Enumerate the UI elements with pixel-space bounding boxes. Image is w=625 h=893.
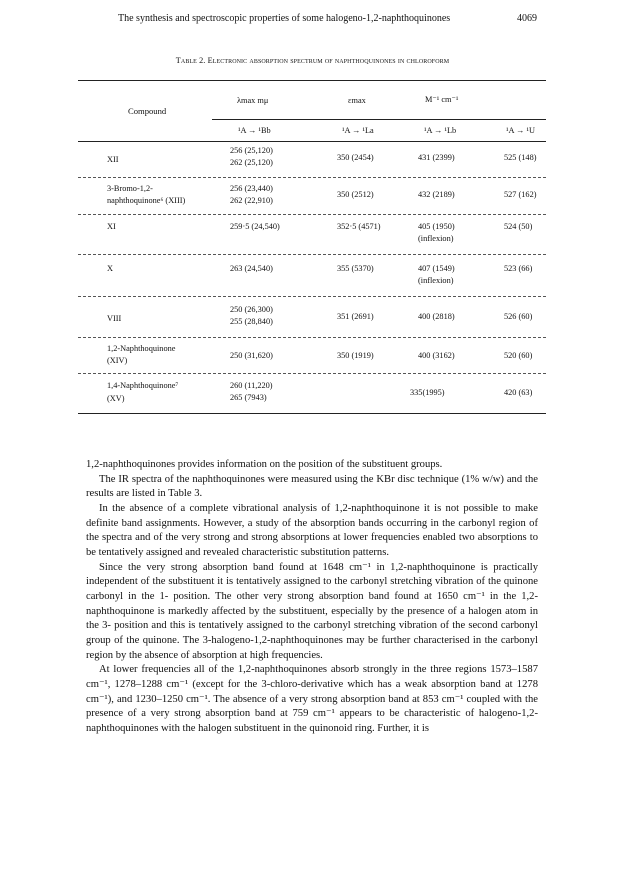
paragraph: In the absence of a complete vibrational analysis of 1,2-naphthoquinone it is not possible to make definite band assignments. However, a study of the absorption bands occurring in the carbonyl region of the spectra and of the very strong and strong absorptions at lower frequencies enabled two absorptions to be tentatively assigned and revealed characteristic substitution patterns. <box>86 502 538 558</box>
table-cell-band-lb: 432 (2189) <box>418 190 455 199</box>
table-cell-band-lb: 335(1995) <box>410 388 445 397</box>
table-cell-lambda: 262 (25,120) <box>230 158 273 167</box>
table-cell-band-la: 352·5 (4571) <box>337 222 381 231</box>
column-header-units: M⁻¹ cm⁻¹ <box>425 95 459 104</box>
column-header-compound: Compound <box>128 106 167 116</box>
transition-header-4: ¹A → ¹U <box>506 126 535 135</box>
table-cell-band-la: 350 (2454) <box>337 153 374 162</box>
table-top-rule <box>78 80 546 81</box>
body-text <box>86 458 538 736</box>
table-cell-band-lb: 407 (1549) <box>418 264 455 273</box>
table-cell-compound: XII <box>107 155 119 164</box>
table-cell-lambda: 260 (11,220) <box>230 381 273 390</box>
table-cell-compound: (XV) <box>107 394 125 403</box>
column-header-epsilon-max: εmax <box>348 96 366 105</box>
column-header-lambda-max: λmax mμ <box>237 96 269 105</box>
table-cell-lambda: 262 (22,910) <box>230 196 273 205</box>
transition-header-2: ¹A → ¹La <box>342 126 374 135</box>
table-cell-lambda: 265 (7943) <box>230 393 267 402</box>
table-cell-compound: X <box>107 264 113 273</box>
table-cell-band-u: 520 (60) <box>504 351 533 360</box>
row-separator <box>78 373 546 374</box>
table-cell-band-lb: 400 (3162) <box>418 351 455 360</box>
table-cell-band-u: 420 (63) <box>504 388 533 397</box>
header-subrule <box>212 119 546 120</box>
table-cell-band-lb-note: (inflexion) <box>418 234 454 243</box>
table-cell-band-la: 350 (1919) <box>337 351 374 360</box>
page-number: 4069 <box>517 13 537 24</box>
table-cell-compound: 3-Bromo-1,2- <box>107 184 153 193</box>
table-bottom-rule <box>78 413 546 414</box>
table-caption <box>0 56 625 65</box>
table-cell-band-lb-note: (inflexion) <box>418 276 454 285</box>
table-cell-compound: 1,2-Naphthoquinone <box>107 344 176 353</box>
table-cell-band-u: 527 (162) <box>504 190 537 199</box>
table-cell-band-u: 523 (66) <box>504 264 533 273</box>
row-separator <box>78 214 546 215</box>
row-separator <box>78 337 546 338</box>
table-cell-band-u: 525 (148) <box>504 153 537 162</box>
table-cell-band-lb: 405 (1950) <box>418 222 455 231</box>
table-cell-compound: (XIV) <box>107 356 128 365</box>
table-cell-lambda: 250 (31,620) <box>230 351 273 360</box>
table-cell-band-la: 355 (5370) <box>337 264 374 273</box>
transition-header-1: ¹A → ¹Bb <box>238 126 271 135</box>
header-bottom-rule <box>78 141 546 142</box>
transition-header-3: ¹A → ¹Lb <box>424 126 457 135</box>
table-cell-compound: 1,4-Naphthoquinone⁷ <box>107 381 179 390</box>
paragraph: Since the very strong absorption band found at 1648 cm⁻¹ in 1,2-naphthoquinone is practically independent of the substituent it is tentatively assigned to the carbonyl stretching vibration of the quinone carbonyl in the 1- position. The other very strong absorption band found at 1650 cm⁻¹ in the 1,2-naphthoquinone is markedly affected by the substituent, especially by the presence of a halogen atom in the 3- position and this is tentatively assigned to the carbonyl stretching vibration of the second carbonyl group of the quinone. The 3-halogeno-1,2-naphthoquinones may be further characterised in the carbonyl region by the absence of absorption at high frequencies. <box>86 561 538 661</box>
table-cell-lambda: 256 (25,120) <box>230 146 273 155</box>
table-cell-band-lb: 431 (2399) <box>418 153 455 162</box>
table-cell-band-la: 350 (2512) <box>337 190 374 199</box>
table-cell-lambda: 250 (26,300) <box>230 305 273 314</box>
row-separator <box>78 254 546 255</box>
running-title: The synthesis and spectroscopic properties of some halogeno-1,2-naphthoquinones <box>118 13 451 24</box>
row-separator <box>78 296 546 297</box>
row-separator <box>78 177 546 178</box>
paragraph: The IR spectra of the naphthoquinones were measured using the KBr disc technique (1% w/w) and the results are listed in Table 3. <box>86 473 538 500</box>
table-cell-compound: XI <box>107 222 116 231</box>
table-caption-label: Table 2. <box>175 56 206 65</box>
table-cell-compound: VIII <box>107 314 122 323</box>
table-cell-band-lb: 400 (2818) <box>418 312 455 321</box>
table-cell-band-u: 526 (60) <box>504 312 533 321</box>
table-cell-lambda: 259·5 (24,540) <box>230 222 280 231</box>
paragraph: 1,2-naphthoquinones provides information on the position of the substituent groups. <box>86 459 443 470</box>
table-cell-band-u: 524 (50) <box>504 222 533 231</box>
table-cell-lambda: 255 (28,840) <box>230 317 273 326</box>
table-cell-band-la: 351 (2691) <box>337 312 374 321</box>
table-cell-lambda: 263 (24,540) <box>230 264 273 273</box>
table-caption-text: Electronic absorption spectrum of naphthoquinones in chloroform <box>207 56 450 65</box>
table-cell-compound: naphthoquinone⁶ (XIII) <box>107 196 186 205</box>
paragraph: At lower frequencies all of the 1,2-naphthoquinones absorb strongly in the three regions 1573–1587 cm⁻¹, 1278–1288 cm⁻¹ (except for the 3-chloro-derivative which has a weak absorption band at 1278 cm⁻¹), and 1230–1250 cm⁻¹. The absence of a very strong absorption band at 853 cm⁻¹ coupled with the presence of a very strong absorption band at 759 cm⁻¹ appears to be characteristic of halogeno-1,2-naphthoquinones with the halogen substituent in the quinonoid ring. Further, it is <box>86 664 538 734</box>
table-cell-lambda: 256 (23,440) <box>230 184 273 193</box>
